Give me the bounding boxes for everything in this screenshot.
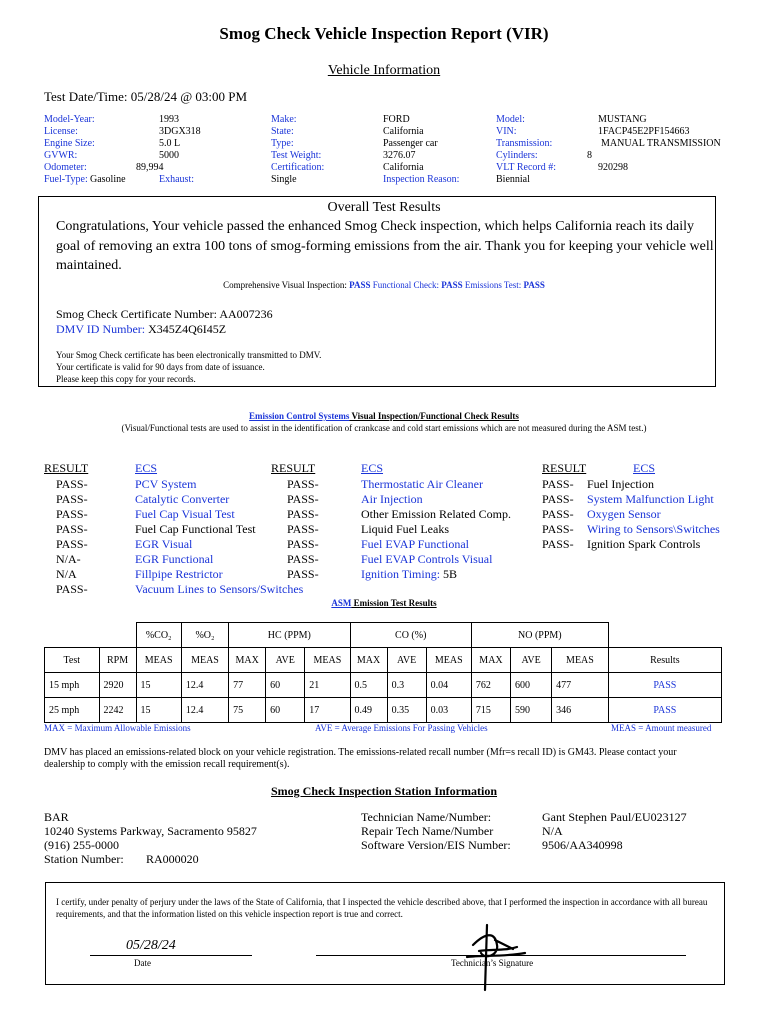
group-header-hc: HC (PPM) bbox=[229, 623, 350, 648]
state-value: California bbox=[383, 126, 424, 137]
ecs-item[interactable]: Thermostatic Air Cleaner bbox=[361, 477, 483, 491]
exhaust-value: Single bbox=[271, 174, 297, 185]
exhaust-label: Exhaust: bbox=[159, 174, 194, 185]
ecs-header-3: ECS bbox=[633, 461, 656, 475]
station-address: 10240 Systems Parkway, Sacramento 95827 bbox=[44, 824, 257, 838]
ecs-item[interactable]: Vacuum Lines to Sensors/Switches bbox=[135, 582, 304, 596]
state-label: State: bbox=[271, 126, 294, 137]
station-phone: (916) 255-0000 bbox=[44, 838, 119, 852]
model-year-label: Model-Year: bbox=[44, 114, 95, 125]
asm-column-header: Test bbox=[45, 648, 100, 673]
cylinders-label: Cylinders: bbox=[496, 150, 538, 161]
asm-column-header: MAX bbox=[350, 648, 387, 673]
asm-cell: 21 bbox=[305, 673, 350, 698]
group-header-no: NO (PPM) bbox=[471, 623, 608, 648]
technician-signature bbox=[455, 905, 535, 993]
ecs-subheading: (Visual/Functional tests are used to assist in the identification of crankcase and cold start emissions which are not measured during the ASM test.) bbox=[121, 423, 647, 433]
date-value: 05/28/24 bbox=[126, 938, 176, 953]
repair-tech-value: N/A bbox=[542, 824, 563, 838]
engine-size-value: 5.0 L bbox=[159, 138, 181, 149]
type-value: Passenger car bbox=[383, 138, 438, 149]
test-datetime: Test Date/Time: 05/28/24 @ 03:00 PM bbox=[44, 89, 248, 104]
asm-heading-link[interactable]: ASM bbox=[331, 598, 352, 608]
ecs-result: PASS- bbox=[287, 537, 319, 551]
result-header-1: RESULT bbox=[44, 461, 89, 475]
ecs-item[interactable]: Catalytic Converter bbox=[135, 492, 230, 506]
transmission-value: MANUAL TRANSMISSION bbox=[601, 138, 721, 149]
dmv-id-number bbox=[56, 322, 226, 337]
make-value: FORD bbox=[383, 114, 410, 125]
legend-meas: MEAS = Amount measured bbox=[611, 723, 712, 733]
asm-column-header: MAX bbox=[471, 648, 510, 673]
dmv-id-value: X345Z4Q6I45Z bbox=[148, 322, 227, 336]
asm-cell: 2242 bbox=[99, 698, 136, 723]
certificate-number bbox=[56, 307, 273, 322]
ecs-result: PASS- bbox=[542, 522, 574, 536]
fuel-type-value: Gasoline bbox=[90, 174, 126, 185]
asm-column-header: AVE bbox=[511, 648, 552, 673]
odometer-value: 89,994 bbox=[136, 162, 164, 173]
asm-heading bbox=[0, 598, 768, 608]
ecs-item[interactable]: Fillpipe Restrictor bbox=[135, 567, 223, 581]
model-label: Model: bbox=[496, 114, 525, 125]
type-label: Type: bbox=[271, 138, 294, 149]
ecs-item[interactable]: EGR Visual bbox=[135, 537, 193, 551]
group-header-o2: %O₂ bbox=[181, 623, 228, 648]
ecs-item[interactable]: PCV System bbox=[135, 477, 197, 491]
license-label: License: bbox=[44, 126, 78, 137]
vin-value: 1FACP45E2PF154663 bbox=[598, 126, 690, 137]
vin-label: VIN: bbox=[496, 126, 517, 137]
dmv-id-label: DMV ID Number: bbox=[56, 322, 146, 336]
visual-inspection-label: Comprehensive Visual Inspection: bbox=[223, 280, 347, 290]
certificate-note-1: Your Smog Check certificate has been electronically transmitted to DMV. bbox=[56, 350, 322, 360]
gvwr-label: GVWR: bbox=[44, 150, 78, 161]
functional-check-result: PASS bbox=[441, 280, 463, 290]
technician-label: Technician Name/Number: bbox=[361, 810, 492, 824]
repair-tech-label: Repair Tech Name/Number bbox=[361, 824, 494, 838]
vlt-label: VLT Record #: bbox=[496, 162, 556, 173]
asm-cell: 0.49 bbox=[350, 698, 387, 723]
overall-results-heading: Overall Test Results bbox=[327, 200, 441, 215]
result-header-3: RESULT bbox=[542, 461, 587, 475]
asm-cell: 0.35 bbox=[387, 698, 426, 723]
ecs-item[interactable]: EGR Functional bbox=[135, 552, 214, 566]
technician-value: Gant Stephen Paul/EU023127 bbox=[542, 810, 687, 824]
asm-cell: 715 bbox=[471, 698, 510, 723]
fuel-type-label: Fuel-Type: bbox=[44, 174, 88, 185]
test-weight-value: 3276.07 bbox=[383, 150, 416, 161]
asm-column-header: MAX bbox=[229, 648, 266, 673]
certificate-number-value: AA007236 bbox=[219, 307, 273, 321]
ecs-item[interactable]: System Malfunction Light bbox=[587, 492, 714, 506]
asm-cell: 17 bbox=[305, 698, 350, 723]
ecs-heading-link[interactable]: Emission Control Systems bbox=[249, 411, 350, 421]
ecs-item[interactable]: Fuel Cap Visual Test bbox=[135, 507, 235, 521]
asm-cell: 762 bbox=[471, 673, 510, 698]
ecs-result: PASS- bbox=[56, 477, 88, 491]
ecs-result: PASS- bbox=[56, 537, 88, 551]
ecs-item: Fuel Cap Functional Test bbox=[135, 522, 256, 536]
ecs-result: PASS- bbox=[56, 507, 88, 521]
asm-cell: 477 bbox=[552, 673, 609, 698]
gvwr-value: 5000 bbox=[159, 150, 179, 161]
ecs-item-extra: 5B bbox=[440, 567, 458, 581]
group-header-co2: %CO₂ bbox=[136, 623, 181, 648]
asm-cell: 0.03 bbox=[426, 698, 471, 723]
ecs-result: PASS- bbox=[542, 507, 574, 521]
ecs-result: N/A- bbox=[56, 552, 81, 566]
asm-cell: 15 bbox=[136, 673, 181, 698]
station-heading: Smog Check Inspection Station Information bbox=[270, 784, 498, 798]
vlt-value: 920298 bbox=[598, 162, 628, 173]
report-title: Smog Check Vehicle Inspection Report (VIR) bbox=[219, 24, 549, 43]
ecs-result: PASS- bbox=[287, 507, 319, 521]
asm-data-row bbox=[45, 698, 722, 723]
ecs-result: PASS- bbox=[56, 582, 88, 596]
certification-value: California bbox=[383, 162, 424, 173]
model-year-value: 1993 bbox=[159, 114, 179, 125]
license-value: 3DGX318 bbox=[159, 126, 201, 137]
asm-cell: 600 bbox=[511, 673, 552, 698]
asm-cell: 77 bbox=[229, 673, 266, 698]
visual-inspection-result: PASS bbox=[349, 280, 371, 290]
asm-column-header: Results bbox=[608, 648, 721, 673]
ecs-item[interactable]: Fuel EVAP Functional bbox=[361, 537, 470, 551]
legend-ave: AVE = Average Emissions For Passing Vehicles bbox=[315, 723, 488, 733]
signature-label: Technician’s Signature bbox=[451, 958, 534, 968]
asm-result-cell: PASS bbox=[608, 673, 721, 698]
ecs-item: Ignition Spark Controls bbox=[587, 537, 701, 551]
asm-column-header: MEAS bbox=[305, 648, 350, 673]
asm-cell: 12.4 bbox=[181, 698, 228, 723]
station-number-value: RA000020 bbox=[146, 852, 199, 866]
asm-column-header: MEAS bbox=[136, 648, 181, 673]
ecs-result: PASS- bbox=[542, 537, 574, 551]
date-label: Date bbox=[134, 958, 151, 968]
asm-sub-header-row bbox=[45, 648, 722, 673]
overall-message: Congratulations, Your vehicle passed the enhanced Smog Check inspection, which helps California reach its daily goal of removing an extra 100 tons of smog-forming emissions from the air. Thank you for keeping your vehicle well maintained. bbox=[56, 219, 714, 273]
asm-cell: 75 bbox=[229, 698, 266, 723]
asm-cell: 2920 bbox=[99, 673, 136, 698]
functional-check-label: Functional Check: bbox=[372, 280, 439, 290]
emissions-test-label: Emissions Test: bbox=[464, 280, 522, 290]
inspection-reason-value: Biennial bbox=[496, 174, 530, 185]
ecs-result: PASS- bbox=[287, 522, 319, 536]
ecs-result: PASS- bbox=[287, 492, 319, 506]
asm-results-table bbox=[44, 622, 722, 723]
station-number-label: Station Number: bbox=[44, 852, 124, 866]
asm-cell: 60 bbox=[266, 673, 305, 698]
odometer-label: Odometer: bbox=[44, 162, 87, 173]
asm-cell: 60 bbox=[266, 698, 305, 723]
asm-cell: 25 mph bbox=[45, 698, 100, 723]
ecs-result: PASS- bbox=[287, 477, 319, 491]
cylinders-value: 8 bbox=[587, 150, 592, 161]
asm-cell: 346 bbox=[552, 698, 609, 723]
asm-cell: 0.3 bbox=[387, 673, 426, 698]
ecs-item: Liquid Fuel Leaks bbox=[361, 522, 449, 536]
summary-line bbox=[0, 280, 768, 290]
asm-column-header: AVE bbox=[387, 648, 426, 673]
ecs-result: PASS- bbox=[287, 567, 319, 581]
asm-cell: 0.04 bbox=[426, 673, 471, 698]
ecs-heading-rest: Visual Inspection/Functional Check Results bbox=[349, 411, 519, 421]
ecs-result: PASS- bbox=[56, 522, 88, 536]
asm-data-row bbox=[45, 673, 722, 698]
ecs-heading bbox=[0, 411, 768, 421]
asm-column-header: MEAS bbox=[181, 648, 228, 673]
date-line bbox=[90, 955, 252, 956]
asm-heading-rest: Emission Test Results bbox=[351, 598, 437, 608]
asm-result-cell: PASS bbox=[608, 698, 721, 723]
model-value: MUSTANG bbox=[598, 114, 647, 125]
ecs-result: PASS- bbox=[542, 492, 574, 506]
software-label: Software Version/EIS Number: bbox=[361, 838, 511, 852]
ecs-result: PASS- bbox=[287, 552, 319, 566]
group-header-co: CO (%) bbox=[350, 623, 471, 648]
certification-statement: I certify, under penalty of perjury under the laws of the State of California, that I inspected the vehicle described above, that I performed the inspection in accordance with all bureau requirements, and that the information listed on this vehicle inspection report is true and correct. bbox=[56, 897, 708, 919]
ecs-item[interactable]: Ignition Timing: 5B bbox=[361, 567, 458, 581]
ecs-result: N/A bbox=[56, 567, 77, 581]
engine-size-label: Engine Size: bbox=[44, 138, 95, 149]
inspection-reason-label: Inspection Reason: bbox=[383, 174, 460, 185]
certificate-note-3: Please keep this copy for your records. bbox=[56, 374, 196, 384]
asm-cell: 12.4 bbox=[181, 673, 228, 698]
asm-column-header: RPM bbox=[99, 648, 136, 673]
ecs-header-2: ECS bbox=[361, 461, 384, 475]
asm-column-header: MEAS bbox=[552, 648, 609, 673]
asm-cell: 0.5 bbox=[350, 673, 387, 698]
legend-max: MAX = Maximum Allowable Emissions bbox=[44, 723, 191, 733]
certificate-note-2: Your certificate is valid for 90 days from date of issuance. bbox=[56, 362, 265, 372]
asm-column-header: MEAS bbox=[426, 648, 471, 673]
ecs-result: PASS- bbox=[56, 492, 88, 506]
test-weight-label: Test Weight: bbox=[271, 150, 322, 161]
recall-note: DMV has placed an emissions-related block on your vehicle registration. The emissions-related recall number (Mfr=s recall ID) is GM43. Please contact your dealership to comply with the emission recall requirement(s). bbox=[44, 747, 677, 770]
ecs-result: PASS- bbox=[542, 477, 574, 491]
emissions-test-result: PASS bbox=[523, 280, 545, 290]
asm-cell: 15 mph bbox=[45, 673, 100, 698]
asm-group-header-row bbox=[45, 623, 722, 648]
vehicle-info-heading: Vehicle Information bbox=[327, 63, 441, 78]
station-name: BAR bbox=[44, 810, 69, 824]
ecs-item[interactable]: Air Injection bbox=[361, 492, 423, 506]
asm-cell: 15 bbox=[136, 698, 181, 723]
asm-cell: 590 bbox=[511, 698, 552, 723]
ecs-item: Other Emission Related Comp. bbox=[361, 507, 511, 521]
ecs-header-1: ECS bbox=[135, 461, 158, 475]
software-value: 9506/AA340998 bbox=[542, 838, 623, 852]
transmission-label: Transmission: bbox=[496, 138, 553, 149]
result-header-2: RESULT bbox=[271, 461, 316, 475]
certification-label: Certification: bbox=[271, 162, 325, 173]
asm-column-header: AVE bbox=[266, 648, 305, 673]
ecs-item[interactable]: Oxygen Sensor bbox=[587, 507, 661, 521]
ecs-item[interactable]: Wiring to Sensors\Switches bbox=[587, 522, 720, 536]
ecs-item: Fuel Injection bbox=[587, 477, 654, 491]
ecs-item[interactable]: Fuel EVAP Controls Visual bbox=[361, 552, 493, 566]
make-label: Make: bbox=[271, 114, 297, 125]
certificate-number-label: Smog Check Certificate Number: bbox=[56, 307, 217, 321]
